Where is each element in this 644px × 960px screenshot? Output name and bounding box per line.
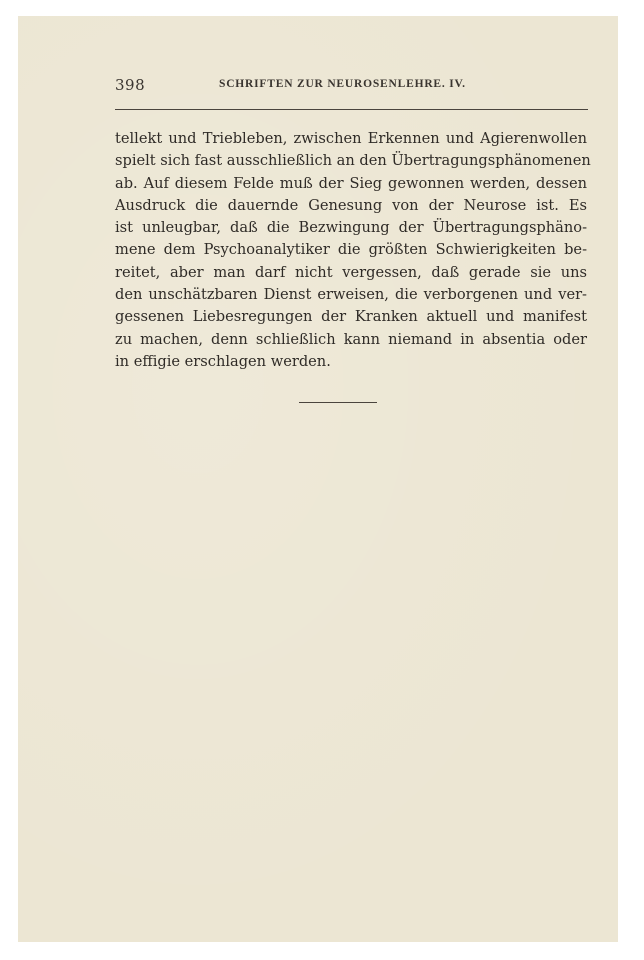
text-line: ist unleugbar, daß die Bezwingung der Übertragungsphäno- — [115, 219, 587, 237]
running-head: SCHRIFTEN ZUR NEUROSENLEHRE. IV. — [219, 78, 466, 90]
book-page — [18, 16, 618, 942]
page-number: 398 — [115, 76, 146, 94]
page-header — [115, 72, 587, 98]
text-line: mene dem Psychoanalytiker die größten Schwierigkeiten be- — [115, 241, 587, 259]
text-line: reitet, aber man darf nicht vergessen, daß gerade sie uns — [115, 263, 587, 281]
text-line: ab. Auf diesem Felde muß der Sieg gewonnen werden, dessen — [115, 174, 587, 192]
text-line: zu machen, denn schließlich kann niemand in absentia oder — [115, 330, 587, 348]
text-line: spielt sich fast ausschließlich an den Übertragungsphänomenen — [115, 152, 591, 170]
body-text — [115, 128, 591, 373]
text-line: Ausdruck die dauernde Genesung von der Neurose ist. Es — [115, 196, 587, 214]
text-line: gessenen Liebesregungen der Kranken aktuell und manifest — [115, 308, 587, 326]
section-end-rule — [299, 402, 377, 403]
text-line: den unschätzbaren Dienst erweisen, die verborgenen und ver- — [115, 286, 587, 304]
text-line: tellekt und Triebleben, zwischen Erkennen und Agierenwollen — [115, 130, 587, 147]
text-line: in effigie erschlagen werden. — [115, 352, 331, 370]
header-rule — [115, 109, 588, 110]
